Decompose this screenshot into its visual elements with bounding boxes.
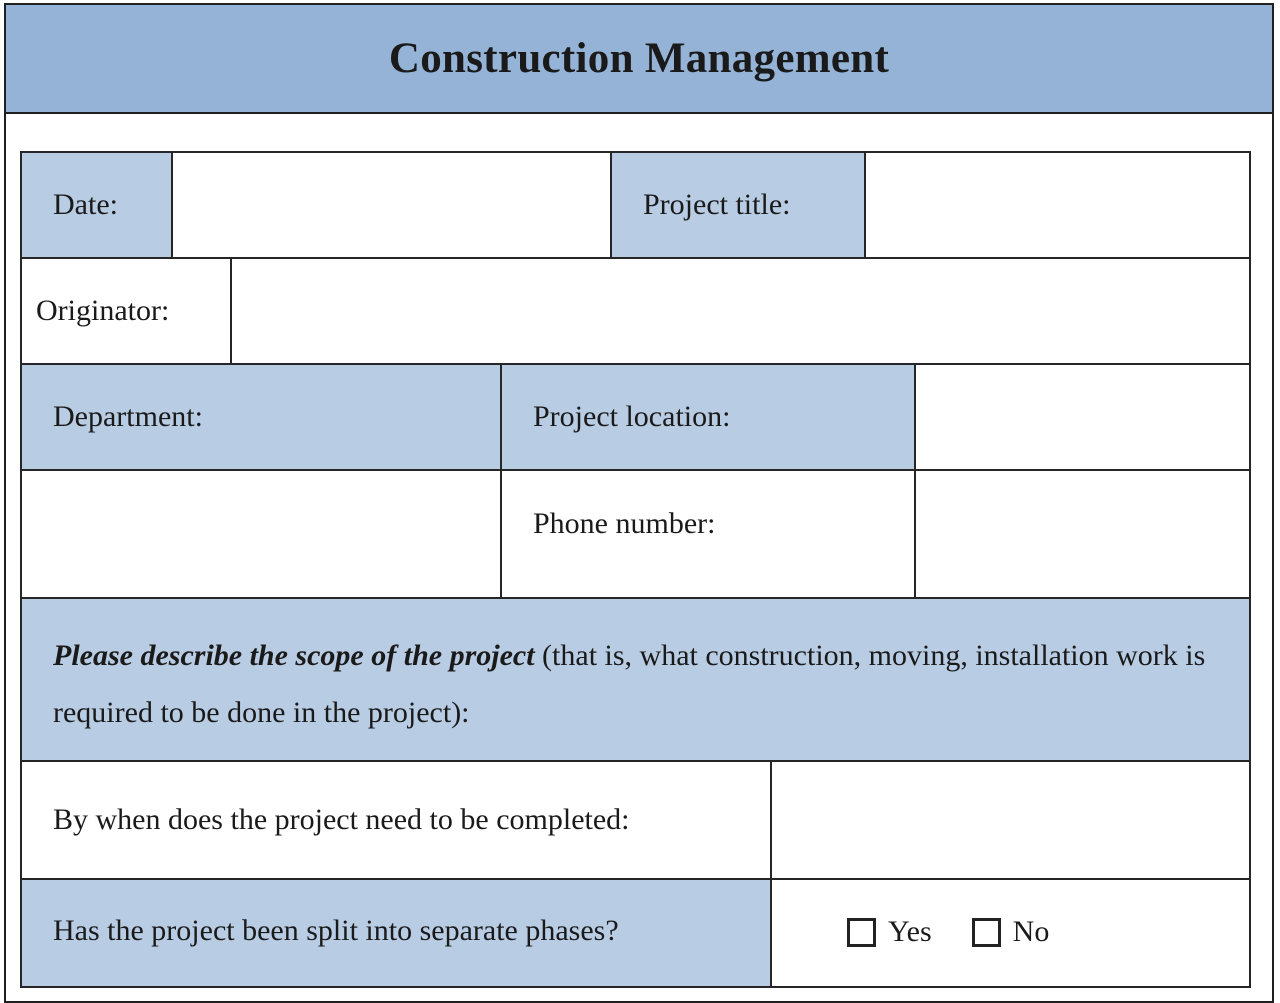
phases-yes-label: Yes <box>888 915 932 948</box>
date-label: Date: <box>20 151 173 259</box>
completion-label: By when does the project need to be completed: <box>20 760 772 880</box>
phases-options <box>770 878 1251 988</box>
form-header <box>4 3 1274 114</box>
completion-field[interactable] <box>770 760 1251 880</box>
form-title: Construction Management <box>388 35 890 82</box>
date-field[interactable] <box>171 151 612 259</box>
department-label: Department: <box>20 363 502 471</box>
scope-rest: (that is, what construction, moving, installation work is required to be done in the project): <box>53 639 1206 729</box>
phases-yes-option[interactable] <box>847 915 932 949</box>
phases-no-option[interactable] <box>972 915 1050 949</box>
phone-field[interactable] <box>914 469 1251 599</box>
project-title-label: Project title: <box>610 151 866 259</box>
originator-field[interactable] <box>230 257 1251 365</box>
checkbox-icon[interactable] <box>847 918 876 947</box>
phases-no-label: No <box>1012 915 1050 948</box>
scope-prompt <box>20 597 1251 762</box>
checkbox-icon[interactable] <box>972 918 1001 947</box>
department-field[interactable] <box>20 469 502 599</box>
scope-text <box>53 627 1209 741</box>
scope-emphasis: Please describe the scope of the project <box>53 639 535 672</box>
phases-label: Has the project been split into separate phases? <box>20 878 772 988</box>
phone-label: Phone number: <box>500 469 916 599</box>
project-location-field[interactable] <box>914 363 1251 471</box>
project-title-field[interactable] <box>864 151 1251 259</box>
project-location-label: Project location: <box>500 363 916 471</box>
originator-label: Originator: <box>20 257 232 365</box>
